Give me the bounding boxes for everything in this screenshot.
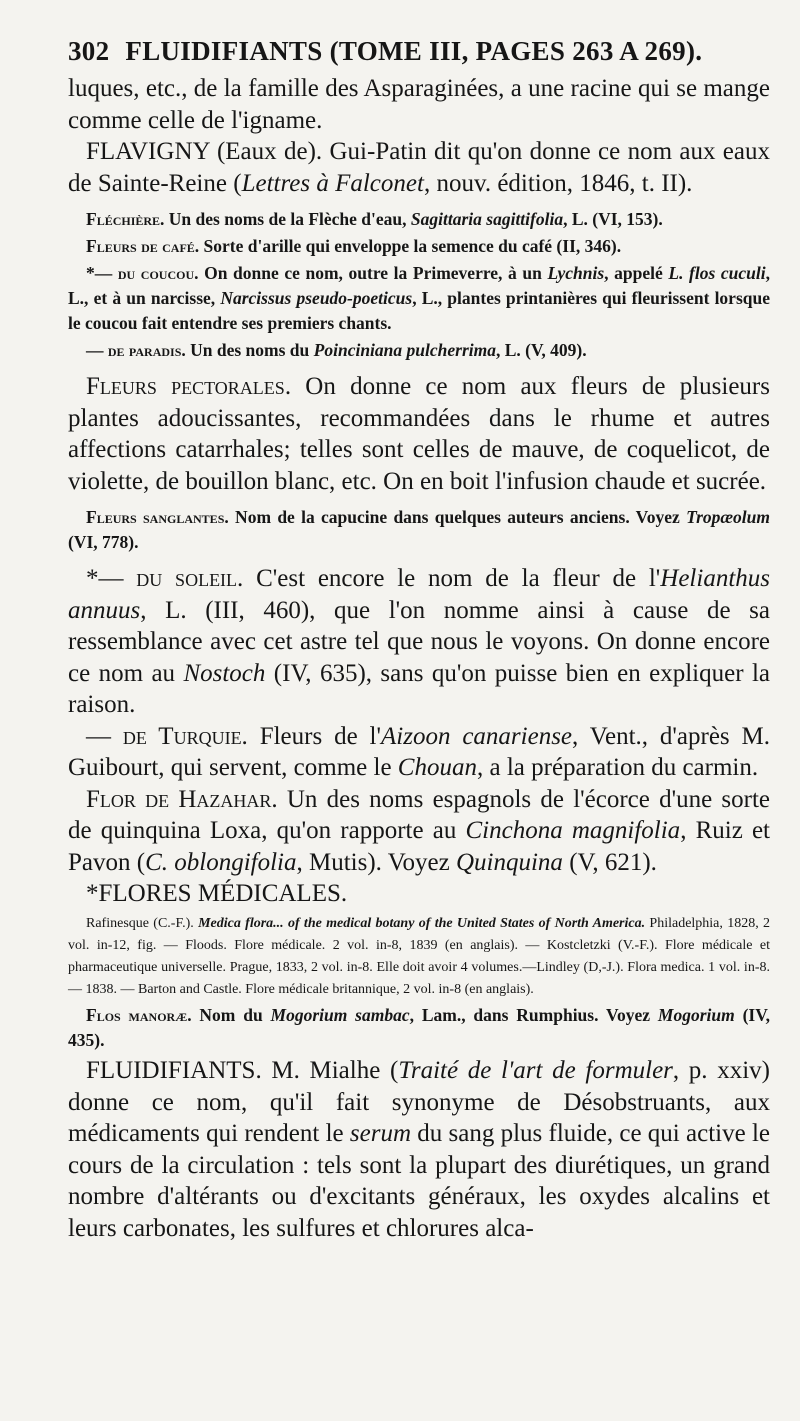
- entry-term: — de Turquie.: [86, 722, 248, 750]
- entry-fleurs-de-cafe: Fleurs de café. Sorte d'arille qui enveloppe la semence du café (II, 346).: [86, 236, 622, 256]
- page-header: [68, 36, 770, 67]
- bibliography-block: Rafinesque (C.-F.). Medica flora... of the medical botany of the United States of North America. Philadelphia, 1828, 2 vol. in-12, fig. — Floods. Flore médicale. 2 vol. in-8, 1839 (en anglais). — Kostcletzki (V.-F.). Flore médicale et pharmaceutique universelle. Prague, 1833, 2 vol. in-8. Elle doit avoir 4 volumes.—Lindley (D,-J.). Flora medica. 1 vol. in-8. — 1838. — Barton and Castle. Flore médicale britannique, 2 vol. in-8 (en anglais).: [68, 916, 771, 997]
- section-heading-flores-medicales: *FLORES MÉDICALES.: [86, 880, 348, 907]
- entry-term: *— du coucou.: [86, 263, 199, 283]
- entry-term: Flor de Hazahar.: [86, 785, 278, 813]
- entry-fluidifiants: FLUIDIFIANTS. M. Mialhe (Traité de l'art de formuler, p. xxiv) donne ce nom, qu'il fait synonyme de Désobstruants, aux médicaments qui rendent le serum du sang plus fluide, ce qui active le cours de la circulation : tels sont la plupart des diurétiques, un grand nombre d'altérants ou d'excitants généraux, les oxydes alcalins et leurs carbonates, les sulfures et chlorures alca-: [68, 1057, 770, 1242]
- entry-flavigny: FLAVIGNY (Eaux de). Gui-Patin dit qu'on donne ce nom aux eaux de Sainte-Reine (Lettres à Falconet, nouv. édition, 1846, t. II).: [68, 138, 770, 197]
- page-number: 302: [68, 36, 110, 66]
- entry-term: Fleurs de café.: [86, 236, 200, 256]
- entry-term: Fléchière.: [86, 209, 165, 229]
- entry-du-coucou: *— du coucou. On donne ce nom, outre la Primeverre, à un Lychnis, appelé L. flos cuculi, L., et à un narcisse, Narcissus pseudo-poeticus, L., plantes printanières qui fleurissent lorsque le coucou fait entendre ses premiers chants.: [68, 263, 770, 333]
- entry-term: — de paradis.: [86, 340, 186, 360]
- entry-term: *— du soleil.: [86, 565, 244, 592]
- entry-flechiere: Fléchière. Un des noms de la Flèche d'eau, Sagittaria sagittifolia, L. (VI, 153).: [86, 209, 663, 229]
- entry-term: Fleurs pectorales.: [86, 373, 292, 400]
- entry-fleurs-pectorales: Fleurs pectorales. On donne ce nom aux fleurs de plusieurs plantes adoucissantes, recommandées dans le rhume et autres affections catarrhales; telles sont celles de mauve, de coquelicot, de violette, de bouillon blanc, etc. On en boit l'infusion chaude et sucrée.: [68, 373, 770, 495]
- entry-term: Flos manoræ.: [86, 1005, 192, 1025]
- entry-term: FLAVIGNY: [86, 138, 210, 165]
- running-title: FLUIDIFIANTS (TOME III, PAGES 263 A 269).: [125, 36, 703, 66]
- entry-fleurs-sanglantes: Fleurs sanglantes. Nom de la capucine dans quelques auteurs anciens. Voyez Tropæolum (VI, 778).: [68, 507, 771, 552]
- entry-continuation: luques, etc., de la famille des Asparaginées, a une racine qui se mange comme celle de l'igname.: [68, 75, 770, 134]
- entry-flos-manorae: Flos manoræ. Nom du Mogorium sambac, Lam., dans Rumphius. Voyez Mogorium (IV, 435).: [68, 1005, 770, 1050]
- entry-term: FLUIDIFIANTS.: [86, 1057, 262, 1084]
- entry-de-paradis: — de paradis. Un des noms du Poinciniana pulcherrima, L. (V, 409).: [86, 340, 587, 360]
- entry-term: Fleurs sanglantes.: [86, 507, 229, 527]
- entry-de-turquie: — de Turquie. Fleurs de l'Aizoon canariense, Vent., d'après M. Guibourt, qui servent, comme le Chouan, a la préparation du carmin.: [68, 722, 770, 781]
- entry-flor-de-hazahar: Flor de Hazahar. Un des noms espagnols de l'écorce d'une sorte de quinquina Loxa, qu'on rapporte au Cinchona magnifolia, Ruiz et Pavon (C. oblongifolia, Mutis). Voyez Quinquina (V, 621).: [68, 785, 770, 876]
- entry-du-soleil: *— du soleil. C'est encore le nom de la fleur de l'Helianthus annuus, L. (III, 460), que l'on nomme ainsi à cause de sa ressemblance avec cet astre tel que nous le voyons. On donne encore ce nom au Nostoch (IV, 635), sans qu'on puisse bien en expliquer la raison.: [68, 565, 770, 718]
